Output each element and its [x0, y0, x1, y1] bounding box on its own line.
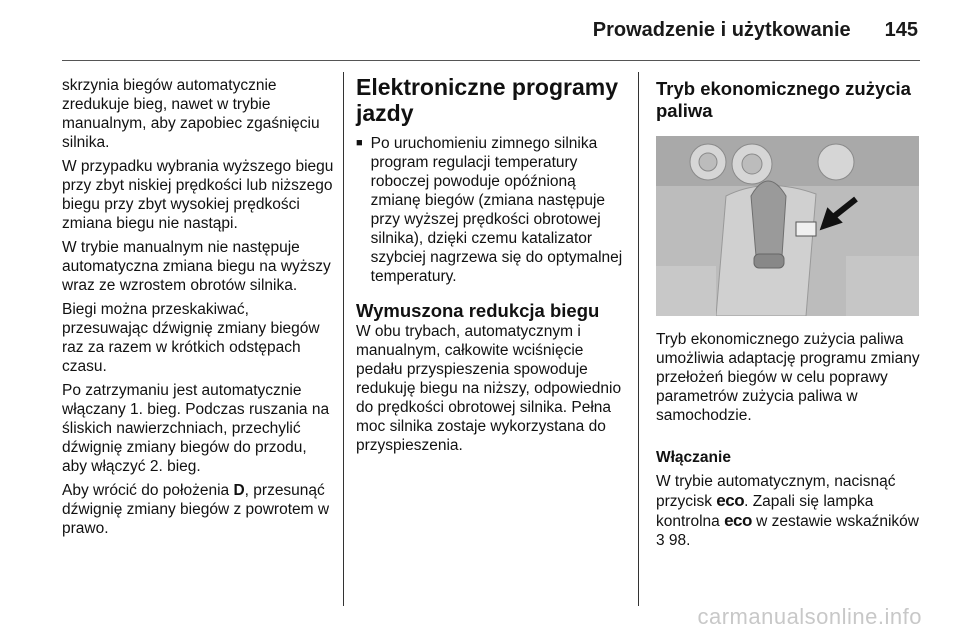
paragraph: skrzynia biegów automatycznie zredukuje bieg, nawet w trybie manualnym, aby zapobiec zgaśnięciu silnika.	[62, 77, 320, 151]
column-left	[62, 76, 334, 543]
paragraph	[62, 481, 334, 538]
paragraph: W obu trybach, automatycznym i manualnym, całkowite wciśnięcie pedału przyspieszenia spowoduje redukuję biegu na niższy, odpowiednio do prędkości obrotowej silnika. Pełna moc silnika zostaje wykorzystana do przyspieszenia.	[356, 323, 622, 454]
subsection-heading: Włączanie	[656, 449, 731, 466]
list-item	[356, 134, 624, 286]
header-rule	[62, 60, 920, 61]
section-heading: Tryb ekonomicznego zużycia paliwa	[656, 78, 911, 121]
text-fragment: , przesunąć dźwignię zmiany biegów z powrotem w prawo.	[62, 482, 330, 537]
bullet-icon: ■	[356, 137, 363, 149]
text-fragment: . Zapali się lampka kontrolna	[656, 493, 874, 530]
bullet-text: Po uruchomieniu zimnego silnika program regulacji temperatury roboczej powoduje opóźnioną zmianę biegów (zmiana następuje przy wyższej prędkości obrotowej silnika), dzięki czemu katalizator szybciej nagrzewa się do optymalnej temperatury.	[370, 135, 623, 285]
page-number: 145	[884, 19, 918, 41]
watermark: carmanualsonline.info	[697, 604, 922, 629]
text-fragment: Aby wrócić do położenia	[62, 482, 234, 499]
eco-button-icon: eco	[716, 491, 745, 510]
subsection-heading: Wymuszona redukcja biegu	[356, 300, 600, 321]
paragraph: W trybie manualnym nie następuje automatyczna zmiana biegu na wyższy wraz ze wzrostem obrotów silnika.	[62, 239, 331, 294]
column-divider-2	[638, 72, 639, 606]
eco-indicator-icon: eco	[724, 511, 752, 530]
column-divider-1	[343, 72, 344, 606]
photo-caption: Tryb ekonomicznego zużycia paliwa umożliwia adaptację programu zmiany przełożeń biegów w celu poprawy parametrów zużycia paliwa w samochodzie.	[656, 331, 920, 424]
page-header	[593, 19, 918, 42]
paragraph	[656, 472, 924, 550]
paragraph: Po zatrzymaniu jest automatycznie włączany 1. bieg. Podczas ruszania na śliskich nawierzchniach, przechylić dźwignię zmiany biegów do przodu, aby włączyć 2. bieg.	[62, 382, 330, 475]
gear-d-label: D	[233, 482, 245, 499]
column-right	[656, 78, 924, 555]
page-reference-icon: 3	[656, 532, 665, 549]
section-heading: Elektroniczne programy jazdy	[356, 74, 619, 126]
page-reference: 98.	[664, 532, 691, 549]
text-fragment: W trybie automatycznym, nacisnąć przycisk	[656, 473, 896, 510]
gear-selector-illustration	[656, 136, 919, 316]
column-middle	[356, 74, 624, 455]
header-title: Prowadzenie i użytkowanie	[592, 19, 851, 41]
paragraph: W przypadku wybrania wyższego biegu przy zbyt niskiej prędkości lub niższego biegu przy zbyt wysokiej prędkości zmiana biegu nie nastąpi.	[62, 158, 334, 232]
text-fragment: w zestawie wskaźników	[751, 513, 919, 530]
paragraph: Biegi można przeskakiwać, przesuwając dźwignię zmiany biegów raz za razem w krótkich odstępach czasu.	[62, 301, 320, 375]
